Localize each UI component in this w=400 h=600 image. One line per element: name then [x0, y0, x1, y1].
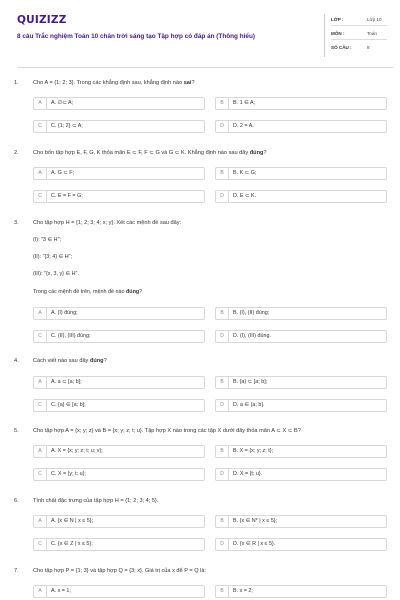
- meta-row-class: [331, 14, 387, 26]
- option-text: D. 2 = A.: [233, 123, 254, 129]
- question-number: 2.: [14, 150, 19, 156]
- option-a[interactable]: [33, 376, 205, 389]
- meta-info-box: [324, 14, 388, 57]
- meta-label: LỚP :: [331, 17, 344, 22]
- option-letter: A: [34, 516, 47, 527]
- question-text: Cách viết nào sau đây đúng?: [33, 358, 107, 364]
- option-letter: B: [216, 308, 229, 319]
- option-letter: B: [216, 98, 229, 109]
- question-text: Cho tập hợp A = {x; y; z} và B = {x; y; z; t; u}. Tập hợp X nào trong các tập X dưới đây thỏa mãn A ⊂ X ⊂ B?: [33, 428, 301, 434]
- option-letter: B: [216, 516, 229, 527]
- option-text: A. x = 1;: [51, 588, 71, 594]
- question-text: Cho A = {1; 2; 3}. Trong các khẳng định sau, khẳng định nào sai?: [33, 80, 195, 86]
- option-text: B. K ⊂ G;: [233, 170, 257, 176]
- meta-value: Toán: [367, 31, 377, 36]
- question-number: 4.: [14, 358, 19, 364]
- option-text: A. X = {x; y; z; t; u; v};: [51, 448, 103, 454]
- option-letter: A: [34, 98, 47, 109]
- option-letter: C: [34, 469, 47, 480]
- statement-1: (I): "3 ∈ H";: [33, 237, 61, 243]
- option-a[interactable]: [33, 515, 205, 528]
- option-text: C. {1; 2} ⊂ A;: [51, 123, 83, 129]
- option-text: D. X = {t; u}.: [233, 471, 263, 477]
- question-number: 7.: [14, 568, 19, 574]
- option-a[interactable]: [33, 445, 205, 458]
- option-text: A. (I) đúng;: [51, 310, 78, 316]
- option-letter: A: [34, 446, 47, 457]
- option-a[interactable]: [33, 167, 205, 180]
- option-c[interactable]: [33, 190, 205, 203]
- option-letter: D: [216, 191, 229, 202]
- meta-value: 8: [367, 45, 370, 50]
- option-text: B. {a} ⊂ [a; b];: [233, 379, 268, 385]
- option-b[interactable]: [215, 97, 387, 110]
- option-text: A. ∅⊂ A;: [51, 100, 74, 106]
- option-text: C. {x ∈ Z | x ≤ 5};: [51, 541, 93, 547]
- option-text: D. (I), (III) đúng.: [233, 333, 272, 339]
- option-d[interactable]: [215, 538, 387, 551]
- option-letter: B: [216, 586, 229, 597]
- statement-3: (III): "{x, 3, y} ∈ H".: [33, 271, 79, 277]
- option-letter: A: [34, 308, 47, 319]
- question-text: Cho bốn tập hợp E, F, G, K thỏa mãn E ⊂ F, F ⊂ G và G ⊂ K. Khẳng định nào sau đây đúng?: [33, 150, 267, 156]
- option-letter: B: [216, 168, 229, 179]
- question-number: 6.: [14, 498, 19, 504]
- option-letter: C: [34, 539, 47, 550]
- question-number: 1.: [14, 80, 19, 86]
- option-letter: C: [34, 121, 47, 132]
- option-letter: D: [216, 469, 229, 480]
- meta-value: Lớp 10: [367, 17, 382, 22]
- option-b[interactable]: [215, 445, 387, 458]
- option-b[interactable]: [215, 376, 387, 389]
- option-letter: C: [34, 331, 47, 342]
- question-number: 5.: [14, 428, 19, 434]
- option-text: D. {x ∈ R | x ≤ 5}.: [233, 541, 276, 547]
- option-d[interactable]: [215, 190, 387, 203]
- meta-label: SỐ CÂU :: [331, 45, 352, 50]
- option-text: C. X = {y; t; u};: [51, 471, 86, 477]
- option-b[interactable]: [215, 515, 387, 528]
- option-letter: D: [216, 539, 229, 550]
- option-b[interactable]: [215, 167, 387, 180]
- option-text: A. a ⊂ [a; b];: [51, 379, 82, 385]
- option-text: C. E = F = G;: [51, 193, 83, 199]
- meta-row-count: [331, 42, 387, 54]
- option-letter: A: [34, 586, 47, 597]
- question-text: Cho tập hợp H = {1; 2; 3; 4; x; y}. Xét các mệnh đề sau đây:: [33, 220, 182, 226]
- option-text: B. X = {x; y; z; t};: [233, 448, 273, 454]
- option-d[interactable]: [215, 399, 387, 412]
- option-a[interactable]: [33, 307, 205, 320]
- option-a[interactable]: [33, 97, 205, 110]
- option-b[interactable]: [215, 307, 387, 320]
- meta-row-subject: [331, 28, 387, 40]
- worksheet-title: 8 câu Trắc nghiệm Toán 10 chân trời sáng tạo Tập hợp có đáp án (Thông hiểu): [17, 33, 255, 40]
- option-d[interactable]: [215, 120, 387, 133]
- statement-2: (II): "{3; 4} ∈ H";: [33, 254, 73, 260]
- option-letter: B: [216, 446, 229, 457]
- option-d[interactable]: [215, 330, 387, 343]
- question-text: Tính chất đặc trưng của tập hợp H = {1; 2; 3; 4; 5}.: [33, 498, 159, 504]
- option-letter: A: [34, 377, 47, 388]
- option-letter: A: [34, 168, 47, 179]
- option-letter: D: [216, 121, 229, 132]
- option-c[interactable]: [33, 399, 205, 412]
- header-divider: [17, 67, 393, 68]
- option-letter: C: [34, 191, 47, 202]
- option-text: C. {a} ∈ [a; b];: [51, 402, 86, 408]
- option-a[interactable]: [33, 585, 205, 598]
- quizizz-logo: QUIZIZZ: [17, 14, 67, 26]
- option-d[interactable]: [215, 468, 387, 481]
- option-c[interactable]: [33, 120, 205, 133]
- option-text: A. G ⊂ F;: [51, 170, 75, 176]
- question-number: 3.: [14, 220, 19, 226]
- option-letter: C: [34, 400, 47, 411]
- option-text: B. {x ∈ N* | x ≤ 5};: [233, 518, 278, 524]
- option-b[interactable]: [215, 585, 387, 598]
- option-text: B. 1 ∈ A;: [233, 100, 256, 106]
- meta-label: MÔN :: [331, 31, 345, 36]
- option-text: A. {x ∈ N | x ≤ 5};: [51, 518, 94, 524]
- question-text: Cho tập hợp P = {1; 3} và tập hợp Q = {3; x}. Giá trị của x để P = Q là:: [33, 568, 207, 574]
- option-letter: B: [216, 377, 229, 388]
- option-c[interactable]: [33, 330, 205, 343]
- option-c[interactable]: [33, 468, 205, 481]
- option-letter: D: [216, 331, 229, 342]
- option-c[interactable]: [33, 538, 205, 551]
- option-text: D. a ∈ (a; b].: [233, 402, 265, 408]
- option-text: B. x = 2;: [233, 588, 253, 594]
- option-text: B. (I), (II) đúng;: [233, 310, 270, 316]
- option-text: D. E ⊂ K.: [233, 193, 257, 199]
- worksheet-header: [0, 0, 400, 68]
- option-text: C. (II), (III) đúng;: [51, 333, 91, 339]
- option-letter: D: [216, 400, 229, 411]
- question-follow-up: Trong các mệnh đề trên, mệnh đề nào đúng?: [33, 289, 143, 295]
